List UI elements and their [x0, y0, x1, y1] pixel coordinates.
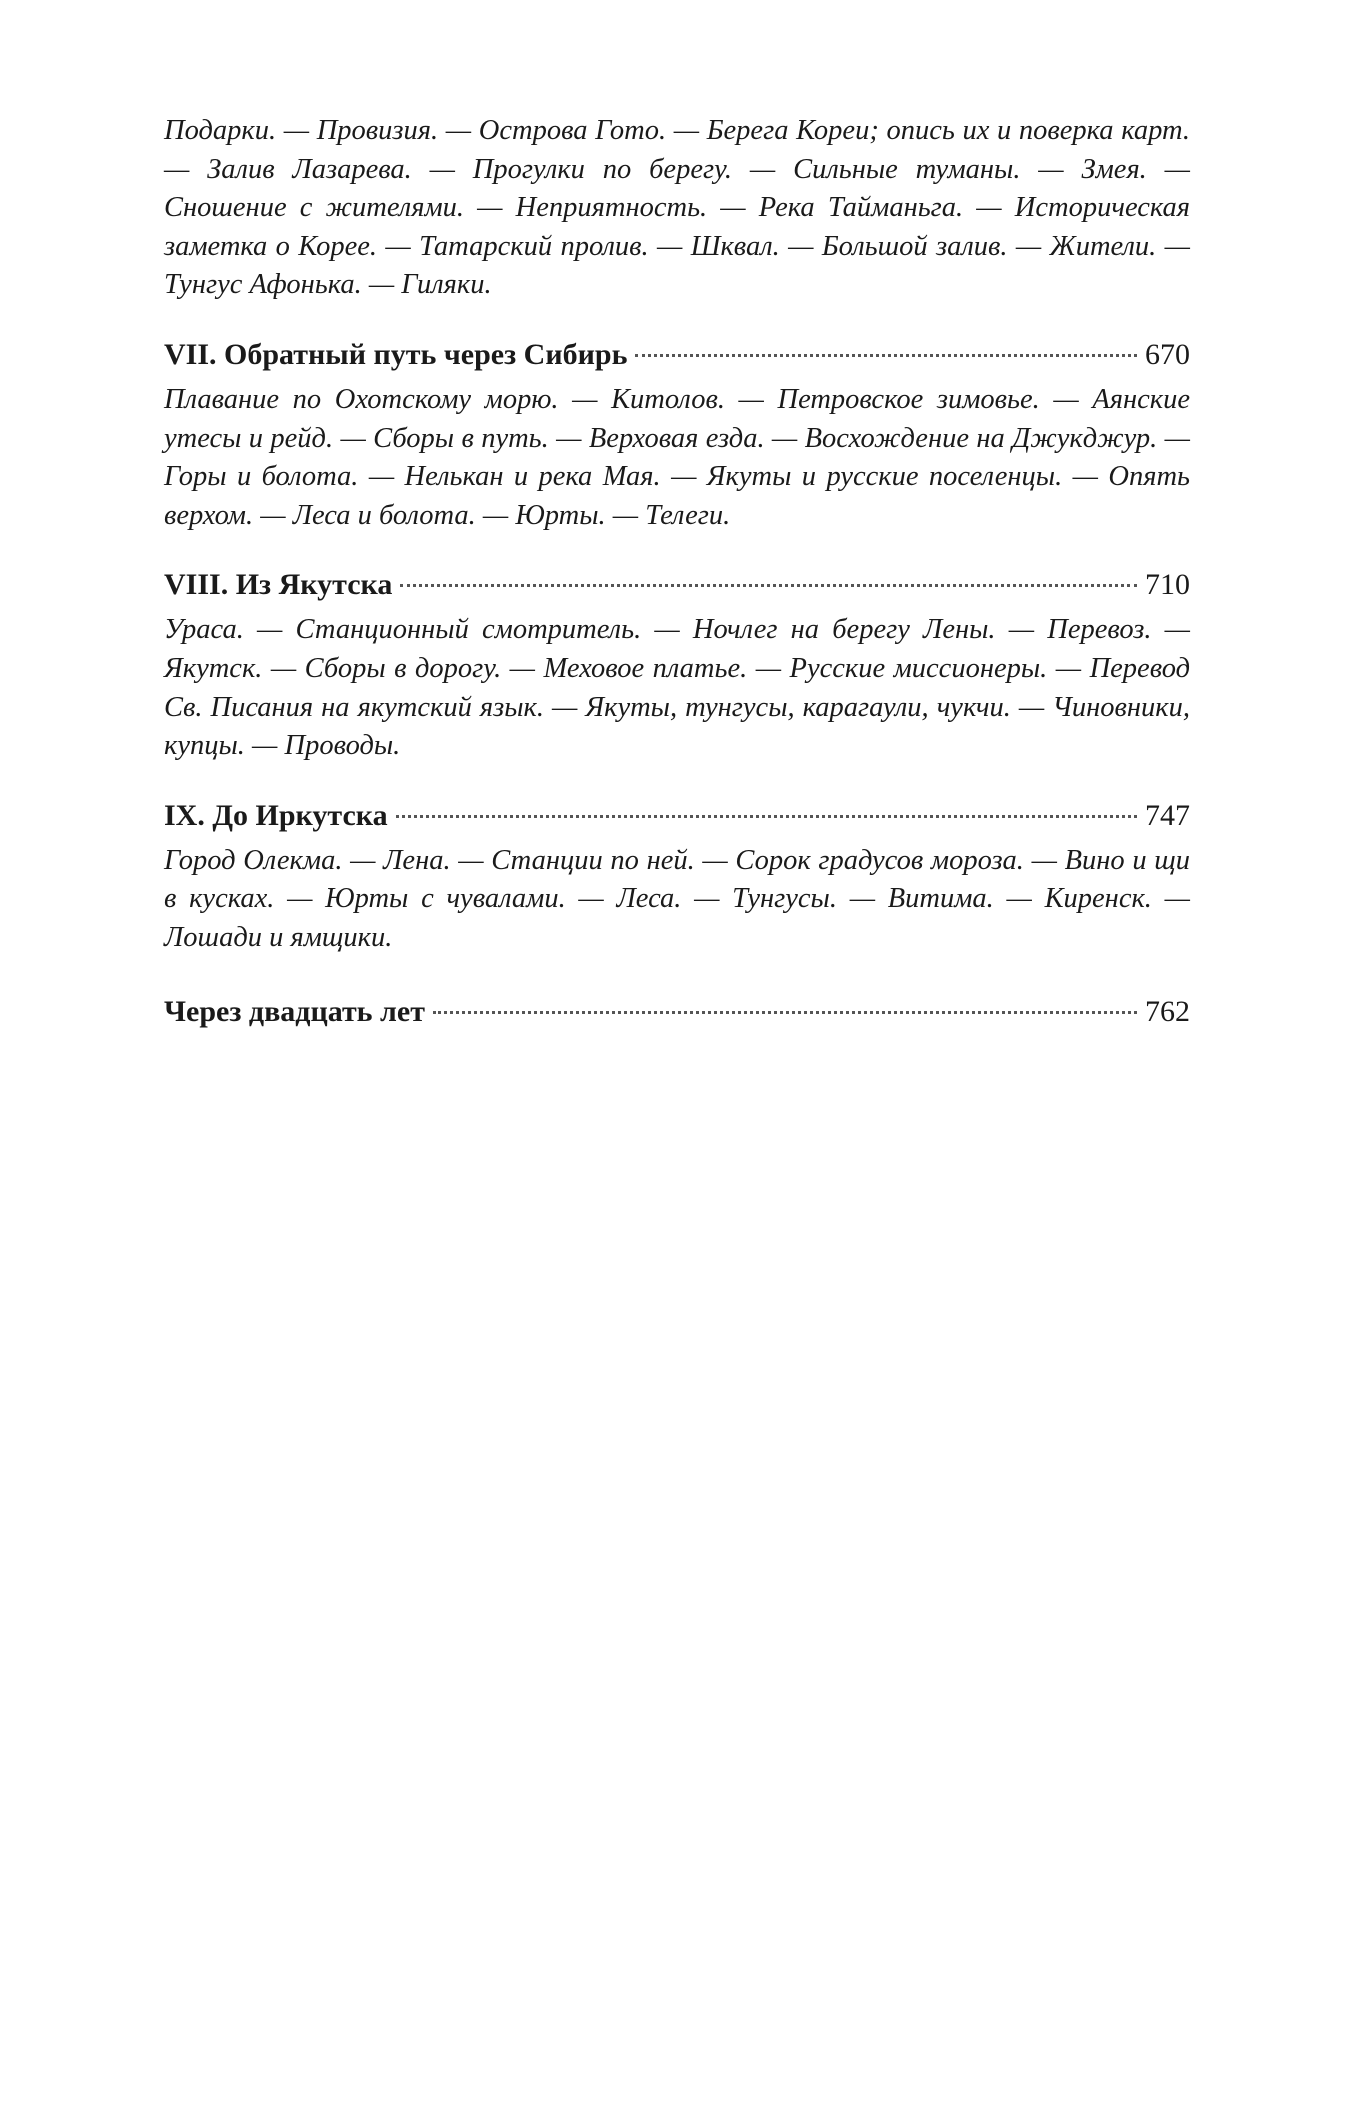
- chapter-title: VII. Обратный путь через Сибирь: [164, 337, 628, 371]
- chapter-description-continued: Подарки. — Провизия. — Острова Гото. — Берега Кореи; опись их и поверка карт. — Залив Лазарева. — Прогулки по берегу. — Сильные туманы. — Змея. — Сношение с жителями. — Неприятность. — Река Тайманьга. — Историческая заметка о Корее. — Татарский пролив. — Шквал. — Большой залив. — Жители. — Тунгус Афонька. — Гиляки.: [164, 115, 1190, 301]
- chapter-heading: [164, 796, 1190, 836]
- page-number: 670: [1145, 337, 1190, 371]
- page-number: 762: [1145, 994, 1190, 1028]
- page-number: 747: [1145, 798, 1190, 832]
- chapter-description: Плавание по Охотскому морю. — Китолов. — Петровское зимовье. — Аянские утесы и рейд. — Сборы в путь. — Верховая езда. — Восхождение на Джукджур. — Горы и болота. — Нелькан и река Мая. — Якуты и русские поселенцы. — Опять верхом. — Леса и болота. — Юрты. — Телеги.: [164, 383, 1190, 531]
- table-of-contents: [164, 112, 1190, 1038]
- chapter-title: Через двадцать лет: [164, 994, 425, 1028]
- chapter-title: IX. До Иркутска: [164, 798, 388, 832]
- toc-entry-chapter-8: [164, 565, 1190, 765]
- chapter-description: Город Олекма. — Лена. — Станции по ней. — Сорок градусов мороза. — Вино и щи в кусках. — Юрты с чувалами. — Леса. — Тунгусы. — Витима. — Киренск. — Лошади и ямщики.: [164, 844, 1190, 953]
- chapter-heading: [164, 335, 1190, 375]
- toc-entry-chapter-9: [164, 796, 1190, 958]
- dot-leader: [635, 354, 1137, 357]
- dot-leader: [400, 584, 1137, 587]
- page-number: 710: [1145, 568, 1190, 602]
- dot-leader: [396, 815, 1137, 818]
- dot-leader: [433, 1011, 1137, 1014]
- toc-entry-epilogue: [164, 992, 1190, 1032]
- chapter-description: Ураса. — Станционный смотритель. — Ночлег на берегу Лены. — Перевоз. — Якутск. — Сборы в дорогу. — Меховое платье. — Русские миссионеры. — Перевод Св. Писания на якутский язык. — Якуты, тунгусы, карагаули, чукчи. — Чиновники, купцы. — Проводы.: [164, 614, 1190, 762]
- chapter-heading: [164, 565, 1190, 605]
- chapter-title: VIII. Из Якутска: [164, 568, 393, 602]
- toc-entry-chapter-7: [164, 335, 1190, 535]
- chapter-heading: [164, 992, 1190, 1032]
